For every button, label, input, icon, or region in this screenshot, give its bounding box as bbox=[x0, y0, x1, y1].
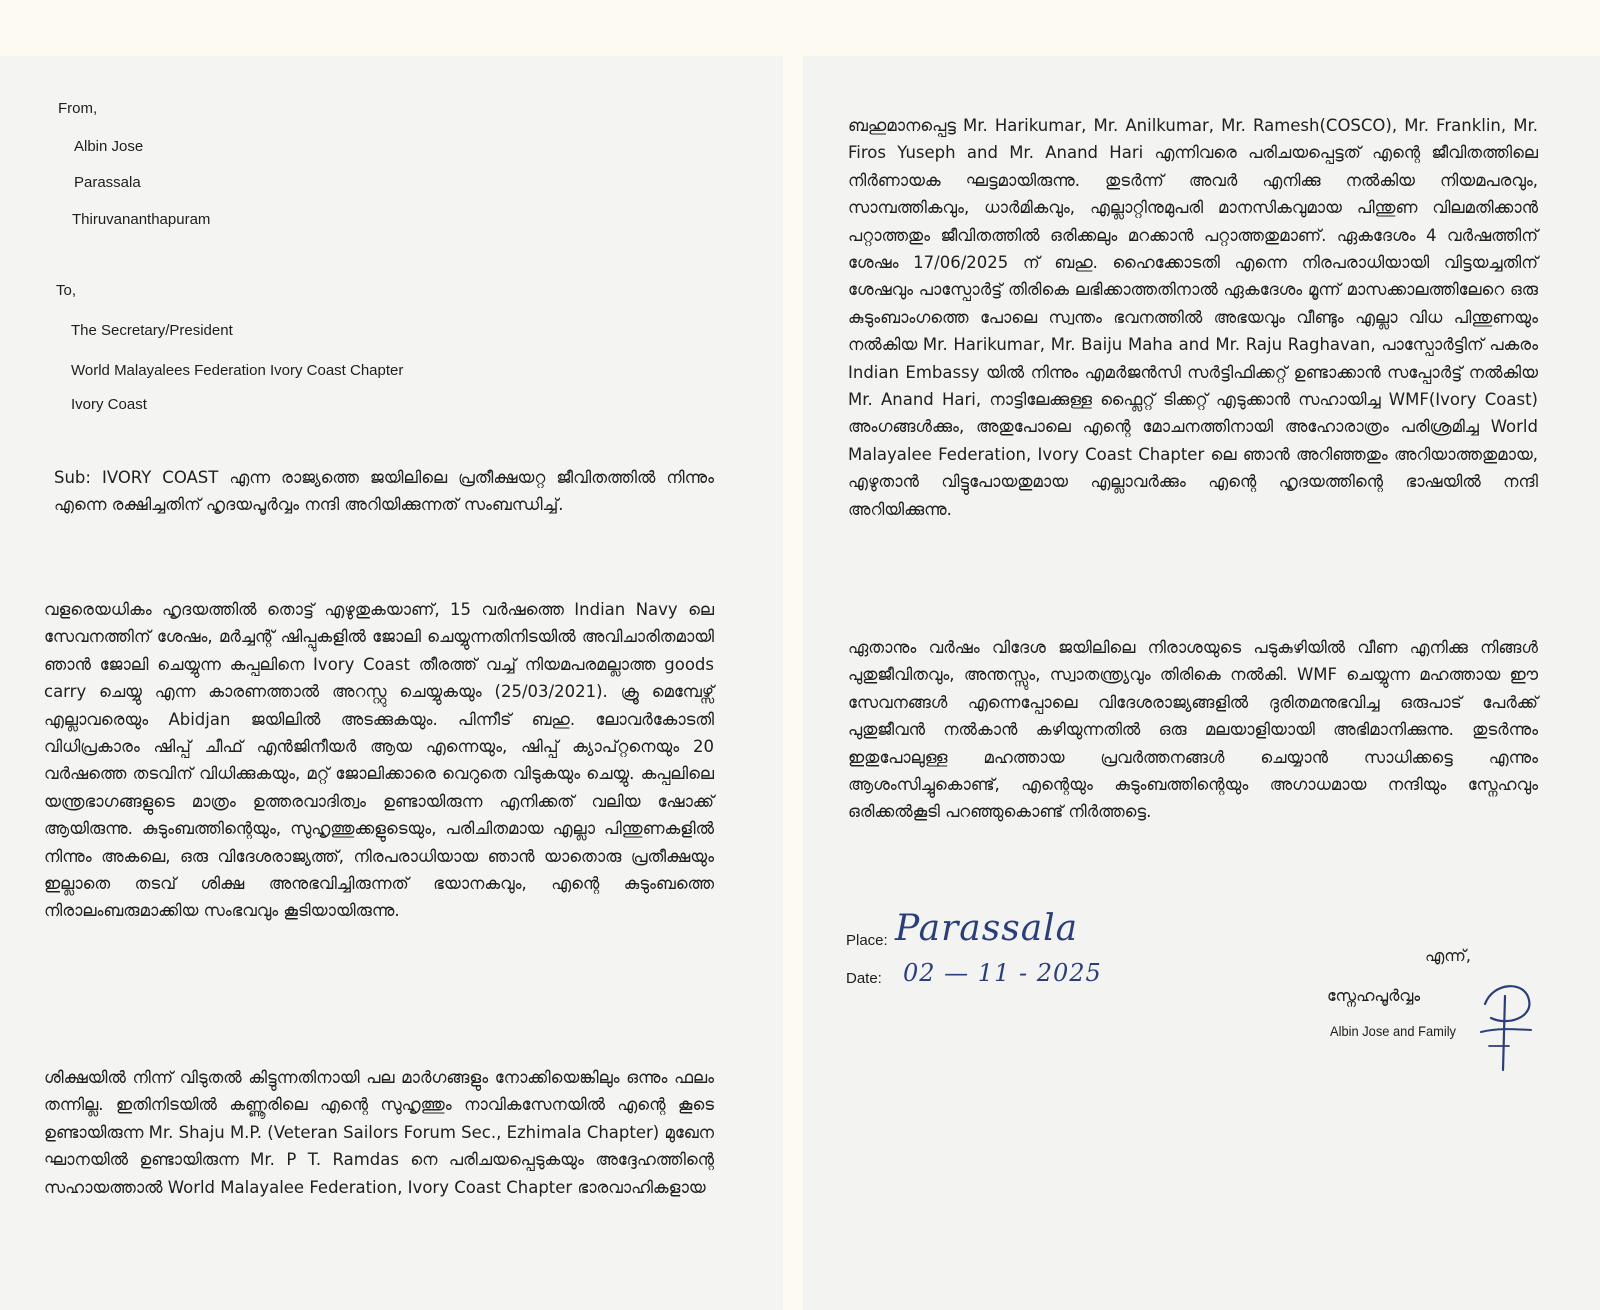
body-paragraph: ശിക്ഷയിൽ നിന്ന് വിടുതൽ കിട്ടുന്നതിനായി പല മാർഗങ്ങളും നോക്കിയെങ്കിലും ഒന്നും ഫലം തന്നില്ല. ഇതിനിടയിൽ കണ്ണൂരിലെ എന്റെ സുഹൃത്തും നാവികസേനയിൽ എന്റെ കൂടെ ഉണ്ടായിരുന്ന Mr. Shaju M.P. (Veteran Sailors Forum Sec., Ezhimala Chapter) മുഖേന ഘാനയിൽ ഉണ്ടായിരുന്ന Mr. P T. Ramdas നെ പരിചയപ്പെടുകയും അദ്ദേഹത്തിന്റെ സഹായത്താൽ World Malayalee Federation, Ivory Coast Chapter ഭാരവാഹികളായ bbox=[44, 1068, 714, 1197]
body-paragraph: വളരെയധികം ഹൃദയത്തിൽ തൊട്ട് എഴുതുകയാണ്, 15 വർഷത്തെ Indian Navy ലെ സേവനത്തിന് ശേഷം, മർച്ചന്റ് ഷിപ്പുകളിൽ ജോലി ചെയ്യുന്നതിനിടയിൽ അവിചാരിതമായി ഞാൻ ജോലി ചെയ്യുന്ന കപ്പലിനെ Ivory Coast തീരത്ത് വച്ച് നിയമപരമല്ലാത്ത goods carry ചെയ്യു എന്ന കാരണത്താൽ അറസ്റ്റു ചെയ്യുകയും (25/03/2021). ക്രൂ മെമ്പേഴ്സ് എല്ലാവരെയും Abidjan ജയിലിൽ അടക്കുകയും. പിന്നീട് ബഹു. ലോവർകോടതി വിധിപ്രകാരം ഷിപ്പ് ചീഫ് എൻജിനീയർ ആയ എന്നെയും, ഷിപ്പ് ക്യാപ്റ്റനെയും 20 വർഷത്തെ തടവിന് വിധിക്കുകയും, മറ്റ് ജോലിക്കാരെ വെറുതെ വിടുകയും ചെയ്യു. കപ്പലിലെ യന്ത്രഭാഗങ്ങളുടെ മാത്രം ഉത്തരവാദിത്വം ഉണ്ടായിരുന്ന എനിക്കത് വലിയ ഷോക്ക് ആയിരുന്നു. കുടുംബത്തിന്റെയും, സുഹൃത്തുക്കളുടെയും, പരിചിതമായ എല്ലാ പിന്തുണകളിൽ നിന്നും അകലെ, ഒരു വിദേശരാജ്യത്ത്, നിരപരാധിയായ ഞാൻ യാതൊരു പ്രതീക്ഷയും ഇല്ലാതെ തടവ് ശിക്ഷ അനുഭവിച്ചിരുന്നത് ഭയാനകവും, എന്റെ കുടുംബത്തെ നിരാലംബരുമാക്കിയ സംഭവവും കൂടിയായിരുന്നു. bbox=[44, 600, 714, 921]
recipient-line: The Secretary/President bbox=[71, 322, 233, 339]
letter-page-right bbox=[803, 56, 1600, 1310]
sender-name: Albin Jose bbox=[74, 138, 144, 155]
sender-address-line: Thiruvananthapuram bbox=[72, 211, 211, 228]
closing-phrase: സ്നേഹപൂർവ്വം bbox=[1327, 986, 1421, 1005]
subject-line: Sub: IVORY COAST എന്ന രാജ്യത്തെ ജയിലിലെ പ്രതീക്ഷയറ്റ ജീവിതത്തിൽ നിന്നും എന്നെ രക്ഷിച്ചതിന് ഹൃദയപൂർവ്വം നന്ദി അറിയിക്കുന്നത് സംബന്ധിച്ച്. bbox=[54, 468, 714, 515]
handwritten-signature bbox=[1463, 974, 1543, 1074]
place-label: Place: bbox=[846, 932, 888, 949]
closing-salutation: എന്ന്, bbox=[1425, 946, 1471, 965]
recipient-line: World Malayalees Federation Ivory Coast Chapter bbox=[71, 362, 404, 379]
from-label: From, bbox=[58, 100, 98, 117]
sender-address-line: Parassala bbox=[74, 174, 141, 191]
letter-page-left bbox=[0, 56, 783, 1310]
date-label: Date: bbox=[846, 970, 882, 987]
place-value-handwritten: Parassala bbox=[895, 908, 1079, 949]
to-label: To, bbox=[56, 282, 77, 299]
signatory-name: Albin Jose and Family bbox=[1330, 1023, 1456, 1039]
date-value-handwritten: 02 — 11 - 2025 bbox=[903, 959, 1102, 987]
recipient-line: Ivory Coast bbox=[71, 396, 147, 413]
body-paragraph: ബഹുമാനപ്പെട്ട Mr. Harikumar, Mr. Anilkumar, Mr. Ramesh(COSCO), Mr. Franklin, Mr. Firos Yuseph and Mr. Anand Hari എന്നിവരെ പരിചയപ്പെട്ടത് എന്റെ ജീവിതത്തിലെ നിർണായക ഘട്ടമായിരുന്നു. തുടർന്ന് അവർ എനിക്കു നൽകിയ നിയമപരവും, സാമ്പത്തികവും, ധാർമികവും, എല്ലാറ്റിനുമുപരി മാനസികവുമായ പിന്തുണ വിലമതിക്കാൻ പറ്റാത്തതും ജീവിതത്തിൽ ഒരിക്കലും മറക്കാൻ പറ്റാത്തതുമാണ്. ഏകദേശം 4 വർഷത്തിന് ശേഷം 17/06/2025 ന് ബഹു. ഹൈക്കോടതി എന്നെ നിരപരാധിയായി വിട്ടയച്ചതിന് ശേഷവും പാസ്പോർട്ട് തിരികെ ലഭിക്കാത്തതിനാൽ ഏകദേശം മൂന്ന് മാസക്കാലത്തിലേറെ ഒരു കുടുംബാംഗത്തെ പോലെ സ്വന്തം ഭവനത്തിൽ അഭയവും വീണ്ടും എല്ലാ വിധ പിന്തുണയും നൽകിയ Mr. Harikumar, Mr. Baiju Maha and Mr. Raju Raghavan, പാസ്പോർട്ടിന് പകരം Indian Embassy യിൽ നിന്നും എമർജൻസി സർട്ടിഫിക്കറ്റ് ഉണ്ടാക്കാൻ സപ്പോർട്ട് നൽകിയ Mr. Anand Hari, നാട്ടിലേക്കുള്ള ഫ്ലൈറ്റ് ടിക്കറ്റ് എടുക്കാൻ സഹായിച്ച WMF(Ivory Coast) അംഗങ്ങൾക്കും, അതുപോലെ എന്റെ മോചനത്തിനായി അഹോരാത്രം പരിശ്രമിച്ച World Malayalee Federation, Ivory Coast Chapter ലെ ഞാൻ അറിഞ്ഞതും അറിയാത്തതുമായ, എഴുതാൻ വിട്ടുപോയതുമായ എല്ലാവർക്കും എന്റെ ഹൃദയത്തിന്റെ ഭാഷയിൽ നന്ദി അറിയിക്കുന്നു. bbox=[848, 116, 1538, 519]
body-paragraph: ഏതാനും വർഷം വിദേശ ജയിലിലെ നിരാശയുടെ പടുകുഴിയിൽ വീണ എനിക്കു നിങ്ങൾ പുതുജീവിതവും, അന്തസ്സും, സ്വാതന്ത്ര്യവും തിരികെ നൽകി. WMF ചെയ്യുന്ന മഹത്തായ ഈ സേവനങ്ങൾ എന്നെപ്പോലെ വിദേശരാജ്യങ്ങളിൽ ദുരിതമനുഭവിച്ച ഒരുപാട് പേർക്ക് പുതുജീവൻ നൽകാൻ കഴിയുന്നതിൽ ഒരു മലയാളിയായി അഭിമാനിക്കുന്നു. തുടർന്നും ഇതുപോലുള്ള മഹത്തായ പ്രവർത്തനങ്ങൾ ചെയ്യാൻ സാധിക്കട്ടെ എന്നും ആശംസിച്ചുകൊണ്ട്, എന്റെയും കുടുംബത്തിന്റെയും അഗാധമായ നന്ദിയും സ്നേഹവും ഒരിക്കൽകൂടി പറഞ്ഞുകൊണ്ട് നിർത്തട്ടെ. bbox=[848, 638, 1538, 822]
